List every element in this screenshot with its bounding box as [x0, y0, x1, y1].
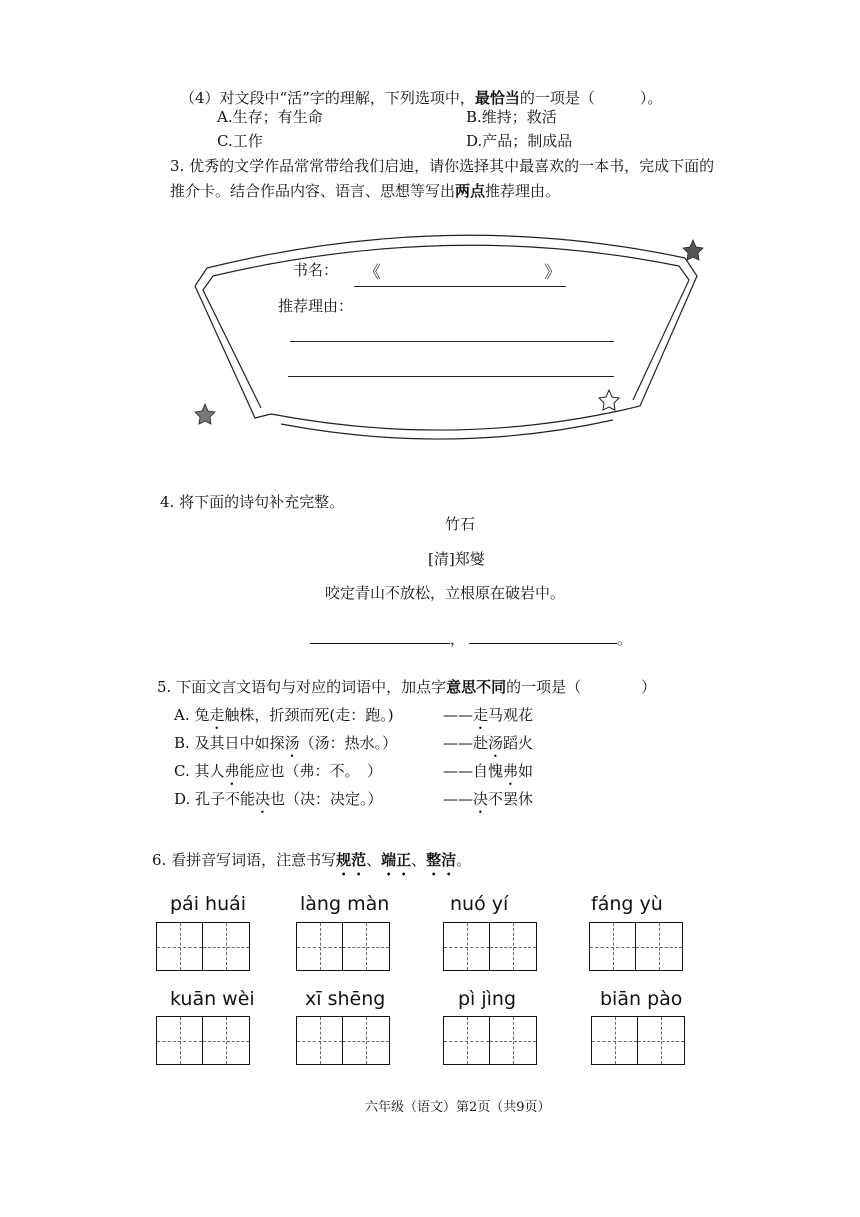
- option-b: B.维持；救活: [466, 108, 557, 126]
- poem-author: [清]郑燮: [428, 550, 485, 568]
- reason-line-2[interactable]: [288, 376, 614, 377]
- writing-grid[interactable]: [156, 922, 250, 971]
- pinyin-label: làng màn: [300, 893, 390, 915]
- q5-option-c-word: ——自愧弗如: [443, 762, 534, 780]
- pinyin-label: xī shēng: [305, 988, 386, 1010]
- book-name-field[interactable]: [354, 286, 566, 287]
- book-close-quote: 》: [544, 263, 561, 283]
- poem-blank-2[interactable]: [469, 643, 617, 644]
- star-icon: [195, 404, 215, 424]
- q3-line1: 3. 优秀的文学作品常常带给我们启迪，请你选择其中最喜欢的一本书，完成下面的: [170, 157, 715, 175]
- pinyin-label: nuó yí: [450, 893, 509, 915]
- recommendation-card-frame: [185, 218, 715, 443]
- q6-stem: 6. 看拼音写词语，注意书写规范、端正、整洁。: [152, 851, 472, 869]
- poem-title: 竹石: [445, 515, 476, 533]
- q5-option-b: B. 及其日中如探汤（汤：热水。）: [174, 734, 398, 752]
- pinyin-label: pái huái: [170, 893, 247, 915]
- reason-label: 推荐理由：: [278, 297, 354, 315]
- book-name-label: 书名：: [293, 261, 339, 279]
- page-footer: 六年级（语文）第2页（共9页）: [365, 1100, 551, 1115]
- pinyin-label: pì jìng: [458, 988, 517, 1010]
- option-d: D.产品；制成品: [466, 132, 573, 150]
- star-icon: [683, 240, 703, 260]
- writing-grid[interactable]: [296, 1016, 390, 1065]
- pinyin-label: biān pào: [600, 988, 683, 1010]
- writing-grid[interactable]: [589, 922, 683, 971]
- q5-option-c: C. 其人弗能应也（弗：不。 ）: [174, 762, 383, 780]
- writing-grid[interactable]: [591, 1016, 685, 1065]
- option-c: C.工作: [217, 132, 263, 150]
- star-icon: [599, 390, 619, 410]
- q5-option-a: A. 兔走触株，折颈而死(走：跑。): [174, 706, 394, 724]
- q5-option-d-word: ——决不罢休: [443, 790, 534, 808]
- q5-option-b-word: ——赴汤蹈火: [443, 734, 534, 752]
- book-open-quote: 《: [364, 263, 381, 283]
- writing-grid[interactable]: [443, 922, 537, 971]
- poem-blank-1[interactable]: [310, 643, 450, 644]
- pinyin-label: fáng yù: [591, 893, 663, 915]
- writing-grid[interactable]: [443, 1016, 537, 1065]
- option-a: A.生存；有生命: [217, 108, 323, 126]
- q5-option-d: D. 孔子不能决也（决：决定。）: [174, 790, 383, 808]
- q4-sub-stem: （4）对文段中“活”字的理解，下列选项中，最恰当的一项是（ ）。: [180, 89, 663, 107]
- poem-line: 咬定青山不放松，立根原在破岩中。: [325, 584, 566, 602]
- q3-line2: 推介卡。结合作品内容、语言、思想等写出两点推荐理由。: [170, 182, 561, 200]
- poem-blanks: ， 。: [310, 628, 632, 649]
- writing-grid[interactable]: [156, 1016, 250, 1065]
- q5-stem: 5. 下面文言文语句与对应的词语中，加点字意思不同的一项是（ ）: [157, 678, 657, 696]
- pinyin-label: kuān wèi: [170, 988, 255, 1010]
- reason-line-1[interactable]: [290, 341, 614, 342]
- writing-grid[interactable]: [296, 922, 390, 971]
- q4-title: 4. 将下面的诗句补充完整。: [160, 493, 345, 511]
- q5-option-a-word: ——走马观花: [443, 706, 534, 724]
